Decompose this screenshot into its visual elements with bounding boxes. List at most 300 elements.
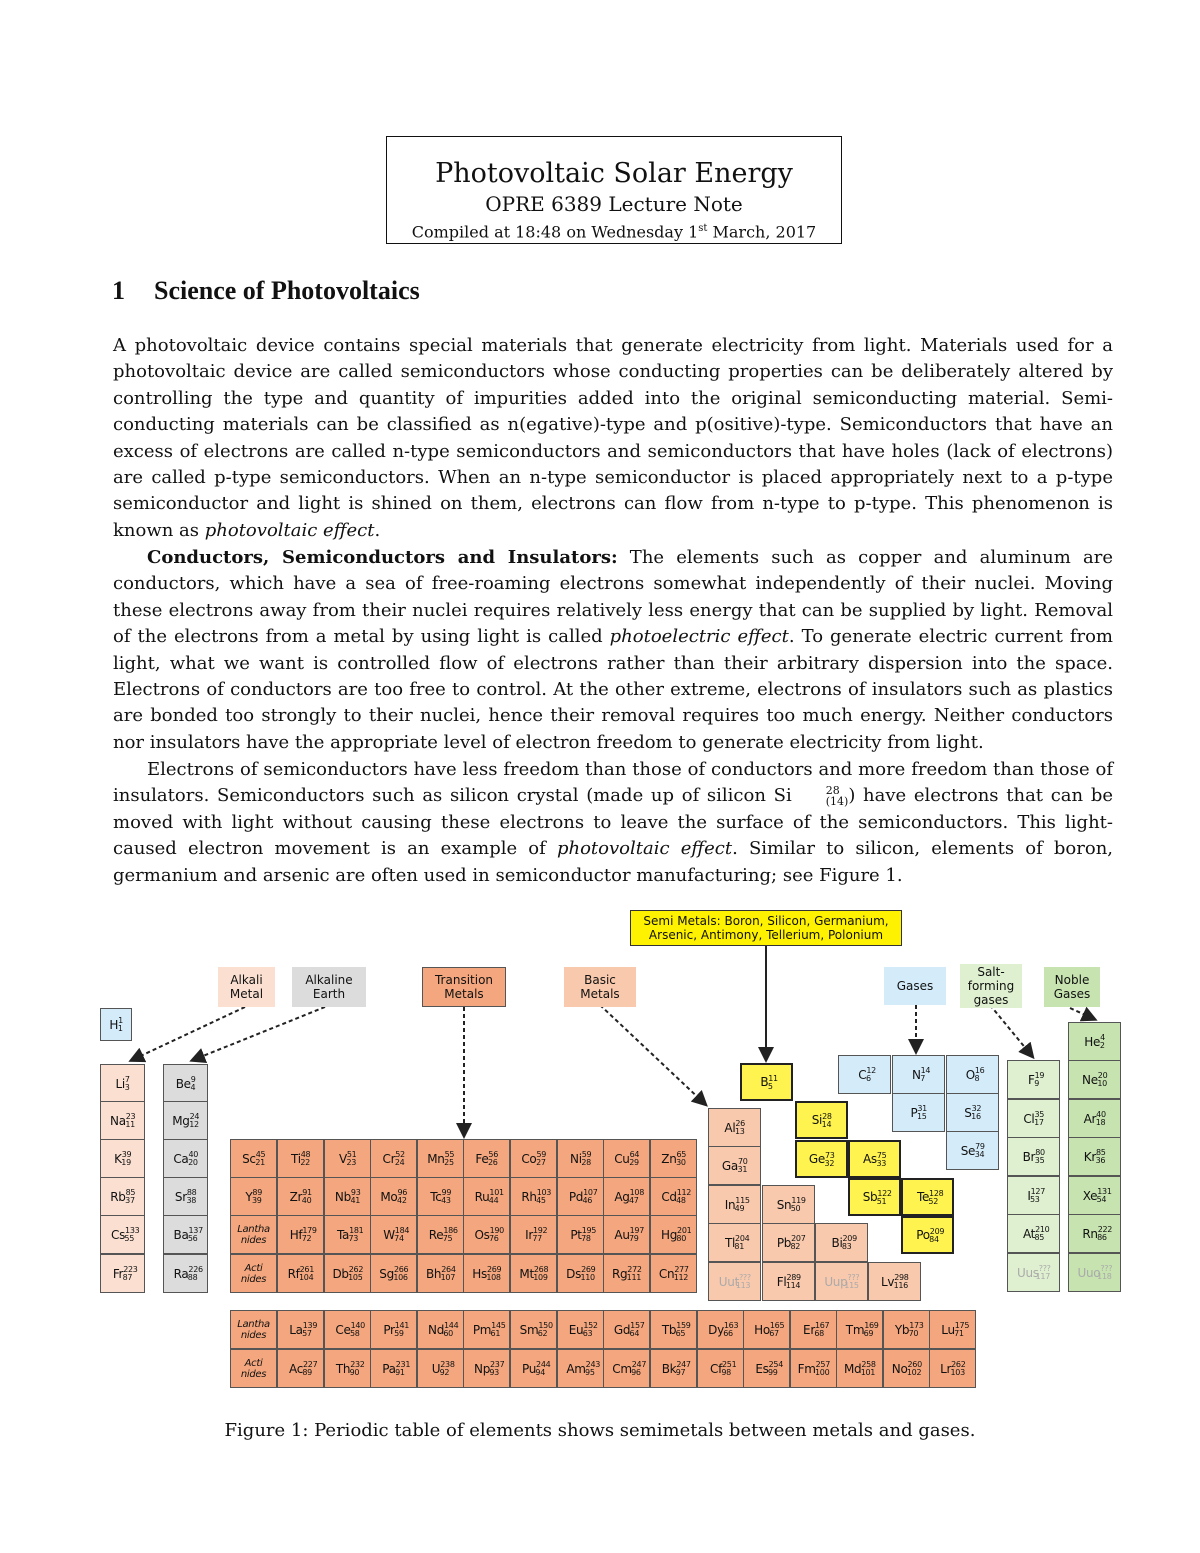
element-lu xyxy=(929,1310,976,1349)
element-lv xyxy=(868,1262,921,1301)
element-nd xyxy=(417,1310,464,1349)
element-symbol: Sb xyxy=(862,1190,878,1204)
element-mo xyxy=(370,1177,417,1216)
element-hf xyxy=(277,1215,324,1254)
element-mass: 91 xyxy=(302,1188,312,1197)
element-mass: 260 xyxy=(907,1360,922,1369)
element-atomic-number: 28 xyxy=(581,1158,591,1167)
element-b xyxy=(740,1063,793,1101)
element-symbol: Ca xyxy=(173,1151,189,1166)
element-mass: 195 xyxy=(581,1226,597,1235)
element-mass: ??? xyxy=(1038,1264,1051,1273)
element-ag xyxy=(603,1177,650,1216)
element-atomic-number: 33 xyxy=(876,1158,887,1168)
element-mass: 24 xyxy=(189,1112,200,1121)
element-symbol: Pr xyxy=(383,1322,395,1337)
element-mass: 141 xyxy=(394,1321,410,1330)
element-eu xyxy=(557,1310,604,1349)
element-symbol: Th xyxy=(335,1361,351,1376)
element-symbol: W xyxy=(383,1227,395,1242)
element-ce xyxy=(324,1310,371,1349)
element-atomic-number: 111 xyxy=(626,1273,642,1282)
element-atomic-number: 1 xyxy=(117,1024,123,1033)
label-gases: Gases xyxy=(884,967,946,1005)
element-mass: 20 xyxy=(1097,1071,1108,1080)
element-atomic-number: 105 xyxy=(348,1273,363,1282)
element-u xyxy=(417,1349,464,1388)
element-symbol: Mg xyxy=(172,1113,190,1128)
element-symbol: K xyxy=(114,1151,122,1166)
element-atomic-number: 14 xyxy=(821,1119,832,1129)
element-atomic-number: 97 xyxy=(675,1368,686,1377)
element-symbol: Rf xyxy=(287,1266,300,1281)
element-mass: 65 xyxy=(676,1150,687,1159)
element-atomic-number: 39 xyxy=(252,1196,262,1205)
element-mass: 173 xyxy=(909,1321,924,1330)
element-atomic-number: 64 xyxy=(629,1329,640,1338)
element-mass: 79 xyxy=(975,1142,985,1151)
element-symbol: Cr xyxy=(382,1151,396,1166)
element-symbol: Ni xyxy=(570,1151,582,1166)
element-pr xyxy=(370,1310,417,1349)
element-mass: 85 xyxy=(125,1188,136,1197)
arrow-salt xyxy=(990,1005,1032,1056)
element-symbol: At xyxy=(1022,1226,1036,1241)
element-symbol: In xyxy=(724,1197,736,1212)
element-symbol: Pb xyxy=(776,1235,792,1250)
element-atomic-number: 50 xyxy=(790,1204,801,1213)
element-as xyxy=(848,1140,901,1178)
element-mass: 247 xyxy=(676,1360,691,1369)
element-symbol: Yb xyxy=(894,1322,910,1337)
element-symbol: Cu xyxy=(614,1151,630,1166)
element-mass: ??? xyxy=(1100,1264,1113,1273)
element-fl xyxy=(762,1262,815,1301)
element-atomic-number: 62 xyxy=(537,1329,548,1338)
element-mass: 163 xyxy=(723,1321,739,1330)
element-mass: 112 xyxy=(676,1188,692,1197)
element-mass: 179 xyxy=(302,1226,317,1235)
element-mass: 9 xyxy=(190,1075,196,1084)
element-atomic-number: 43 xyxy=(441,1196,451,1205)
element-symbol: Pt xyxy=(570,1227,582,1242)
element-mass: 261 xyxy=(299,1265,314,1274)
element-symbol: Tl xyxy=(724,1235,736,1250)
element-atomic-number: 31 xyxy=(737,1165,748,1174)
element-mass: 150 xyxy=(538,1321,553,1330)
element-mass: 209 xyxy=(842,1234,857,1243)
element-k xyxy=(100,1139,145,1178)
element-tm xyxy=(836,1310,883,1349)
actinides-row-label: Acti nides xyxy=(230,1349,277,1388)
element-atomic-number: 109 xyxy=(533,1273,548,1282)
element-mg xyxy=(163,1101,208,1140)
element-mass: 197 xyxy=(629,1226,644,1235)
element-symbol: Rh xyxy=(521,1189,537,1204)
element-atomic-number: 84 xyxy=(929,1234,939,1244)
element-mass: 70 xyxy=(737,1157,748,1166)
element-symbol: Li xyxy=(115,1076,125,1091)
element-mass: 222 xyxy=(1097,1225,1113,1234)
element-zn xyxy=(650,1139,697,1178)
element-mass: 144 xyxy=(444,1321,459,1330)
element-mass: 73 xyxy=(824,1150,835,1160)
element-lr xyxy=(929,1349,976,1388)
element-symbol: Uup xyxy=(824,1274,848,1289)
element-mass: 75 xyxy=(876,1150,887,1160)
element-si xyxy=(795,1101,848,1139)
element-sm xyxy=(510,1310,557,1349)
element-atomic-number: 26 xyxy=(488,1158,498,1167)
element-mass: 45 xyxy=(255,1150,266,1159)
element-symbol: Fl xyxy=(776,1274,787,1289)
element-atomic-number: 23 xyxy=(346,1158,357,1167)
element-atomic-number: 8 xyxy=(974,1074,980,1083)
element-mass: 204 xyxy=(735,1234,750,1243)
element-uuo xyxy=(1068,1253,1121,1292)
element-symbol: Ga xyxy=(721,1158,738,1173)
element-hg xyxy=(650,1215,697,1254)
element-atomic-number: 38 xyxy=(186,1196,197,1205)
element-cu xyxy=(603,1139,650,1178)
element-kr xyxy=(1068,1137,1121,1176)
element-mass: 272 xyxy=(627,1265,642,1274)
element-symbol: N xyxy=(911,1067,921,1082)
element-mass: 231 xyxy=(395,1360,411,1369)
element-symbol: Rg xyxy=(611,1266,628,1281)
element-mass: 254 xyxy=(768,1360,783,1369)
element-atomic-number: 80 xyxy=(676,1234,686,1243)
element-mass: 48 xyxy=(300,1150,311,1159)
element-cs xyxy=(100,1215,145,1254)
paragraph-semiconductors: Electrons of semiconductors have less freedom than those of conductors and more freedom than those of insulators. Semiconductors such as silicon crystal (made up of silicon Si 28 (14) ) have electrons that can be moved with light without causing these electrons to leave the surface of the semiconductors. This light-caused electron movement is an example of photovoltaic effect. Similar to silicon, elements of boron, germanium and arsenic are often used in semiconductor manufacturing; see Figure 1. xyxy=(113,759,1114,886)
element-symbol: Np xyxy=(474,1361,491,1376)
element-mass: 247 xyxy=(631,1360,647,1369)
element-atomic-number: 18 xyxy=(1095,1118,1106,1127)
element-nb xyxy=(324,1177,371,1216)
element-ac xyxy=(277,1349,324,1388)
element-atomic-number: 41 xyxy=(350,1196,361,1205)
element-atomic-number: 76 xyxy=(488,1234,499,1243)
element-symbol: Xe xyxy=(1082,1188,1098,1203)
element-ho xyxy=(743,1310,790,1349)
element-atomic-number: 98 xyxy=(721,1368,731,1377)
element-symbol: Fm xyxy=(797,1361,816,1376)
element-symbol: I xyxy=(1027,1188,1031,1203)
element-dy xyxy=(697,1310,744,1349)
element-mass: 159 xyxy=(676,1321,691,1330)
element-symbol: Ru xyxy=(474,1189,490,1204)
element-mass: 169 xyxy=(864,1321,879,1330)
element-mass: 152 xyxy=(583,1321,598,1330)
element-symbol: Sr xyxy=(174,1189,187,1204)
element-mass: 127 xyxy=(1030,1187,1046,1196)
element-symbol: V xyxy=(338,1151,347,1166)
element-atomic-number: 22 xyxy=(300,1158,310,1167)
element-mass: 7 xyxy=(124,1075,130,1084)
element-mass: 251 xyxy=(722,1360,737,1369)
element-symbol: Eu xyxy=(568,1322,584,1337)
element-mass: 35 xyxy=(1034,1110,1045,1119)
element-mass: 133 xyxy=(125,1226,140,1235)
label-basic-metals: Basic Metals xyxy=(564,967,636,1007)
element-mass: 131 xyxy=(1097,1187,1112,1196)
element-md xyxy=(836,1349,883,1388)
element-mass: 55 xyxy=(444,1150,455,1159)
element-symbol: Tc xyxy=(430,1189,442,1204)
element-fr xyxy=(100,1254,145,1293)
element-atomic-number: 54 xyxy=(1096,1195,1107,1204)
element-cm xyxy=(603,1349,650,1388)
element-symbol: F xyxy=(1028,1072,1035,1087)
lanthanides-row-label: Lantha nides xyxy=(230,1310,277,1349)
element-mass: 101 xyxy=(489,1188,504,1197)
element-rg xyxy=(603,1254,650,1293)
element-mass: 26 xyxy=(735,1119,745,1128)
element-atomic-number: 11 xyxy=(125,1120,135,1129)
element-symbol: Na xyxy=(110,1113,126,1128)
element-atomic-number: 63 xyxy=(582,1329,593,1338)
element-po xyxy=(901,1216,954,1254)
element-symbol: U xyxy=(431,1361,441,1376)
element-os xyxy=(463,1215,510,1254)
element-ni xyxy=(557,1139,604,1178)
element-mn xyxy=(417,1139,464,1178)
element-atomic-number: 12 xyxy=(189,1120,199,1129)
element-symbol: Hf xyxy=(289,1227,303,1242)
element-mass: 115 xyxy=(735,1196,750,1205)
element-atomic-number: 10 xyxy=(1097,1079,1107,1088)
element-atomic-number: 67 xyxy=(769,1329,779,1338)
element-hs xyxy=(463,1254,510,1293)
element-symbol: Lu xyxy=(941,1322,955,1337)
element-mt xyxy=(510,1254,557,1293)
label-alkali-metal: Alkali Metal xyxy=(218,967,275,1007)
element-ne xyxy=(1068,1060,1121,1099)
element-sn xyxy=(762,1185,815,1224)
element-atomic-number: 42 xyxy=(397,1196,407,1205)
element-atomic-number: 57 xyxy=(302,1329,312,1338)
element-atomic-number: 75 xyxy=(442,1234,453,1243)
element-no xyxy=(883,1349,930,1388)
element-atomic-number: 55 xyxy=(124,1234,134,1243)
element-er xyxy=(790,1310,837,1349)
element-symbol: Gd xyxy=(613,1322,631,1337)
element-atomic-number: 116 xyxy=(893,1281,908,1290)
element-pm xyxy=(463,1310,510,1349)
element-symbol: Re xyxy=(428,1227,444,1242)
element-atomic-number: 101 xyxy=(860,1368,876,1377)
element-symbol: Cd xyxy=(661,1189,677,1204)
element-symbol: Al xyxy=(724,1120,736,1135)
element-symbol: Sc xyxy=(242,1151,256,1166)
element-symbol: Pa xyxy=(382,1361,396,1376)
element-mass: 32 xyxy=(971,1104,982,1113)
element-symbol: Ar xyxy=(1083,1111,1097,1126)
element-yb xyxy=(883,1310,930,1349)
element-rn xyxy=(1068,1214,1121,1253)
element-atomic-number: 78 xyxy=(581,1234,591,1243)
element-symbol: He xyxy=(1084,1034,1101,1049)
element-db xyxy=(324,1254,371,1293)
element-atomic-number: 79 xyxy=(629,1234,639,1243)
element-cr xyxy=(370,1139,417,1178)
element-zr xyxy=(277,1177,324,1216)
element-atomic-number: 87 xyxy=(122,1273,133,1282)
arrow-alkali xyxy=(132,1007,245,1060)
element-rh xyxy=(510,1177,557,1216)
element-mass: 88 xyxy=(186,1188,197,1197)
element-al xyxy=(708,1108,761,1147)
element-atomic-number: 68 xyxy=(814,1329,824,1338)
element-s xyxy=(946,1093,999,1132)
element-c xyxy=(838,1055,891,1094)
element-pd xyxy=(557,1177,604,1216)
element-symbol: Uuo xyxy=(1077,1265,1101,1280)
element-symbol: Tm xyxy=(845,1322,865,1337)
element-atomic-number: 7 xyxy=(920,1074,926,1083)
paragraph-intro: A photovoltaic device contains special materials that generate electricity from light. Materials used for a photovoltaic device are called semiconductors whose conducting properties can be deliberately altered by controlling the type and quantity of impurities added into the original semiconducting material. Semi-conducting materials can be classified as n(egative)-type and p(ositive)-type. Semiconductors that have an excess of electrons are called n-type semiconductors and semiconductors that have holes (lack of electrons) are called p-type semiconductors. When an n-type semiconductor is placed appropriately next to a p-type semiconductor and light is shined on them, electrons can flow from n-type to p-type. This phenomenon is known as photovoltaic effect. xyxy=(113,335,1113,541)
element-mass: 167 xyxy=(814,1321,830,1330)
element-o xyxy=(946,1055,999,1094)
element-symbol: Mn xyxy=(427,1151,445,1166)
element-mass: 12 xyxy=(866,1066,876,1075)
element-symbol: C xyxy=(858,1067,867,1082)
element-ca xyxy=(163,1139,208,1178)
element-sb xyxy=(848,1178,901,1216)
element-mass: ??? xyxy=(847,1273,860,1282)
element-symbol: Pu xyxy=(522,1361,537,1376)
element-symbol: Md xyxy=(843,1361,862,1376)
element-atomic-number: 81 xyxy=(734,1242,745,1251)
element-mass: 289 xyxy=(786,1273,801,1282)
element-atomic-number: 65 xyxy=(675,1329,686,1338)
element-ds xyxy=(557,1254,604,1293)
element-mass: 190 xyxy=(489,1226,504,1235)
element-symbol: Ba xyxy=(173,1227,189,1242)
element-atomic-number: 17 xyxy=(1034,1118,1044,1127)
element-atomic-number: 82 xyxy=(790,1242,801,1251)
element-rf xyxy=(277,1254,324,1293)
element-mass: 64 xyxy=(629,1150,640,1159)
section-title: Science of Photovoltaics xyxy=(154,276,420,305)
element-ra xyxy=(163,1254,208,1293)
element-in xyxy=(708,1185,761,1224)
element-symbol: Ho xyxy=(754,1322,770,1337)
element-atomic-number: 102 xyxy=(906,1368,922,1377)
element-symbol: Uus xyxy=(1017,1265,1039,1280)
element-symbol: Hg xyxy=(660,1227,678,1242)
element-atomic-number: 113 xyxy=(735,1281,751,1290)
element-pb xyxy=(762,1223,815,1262)
element-atomic-number: 13 xyxy=(734,1127,745,1136)
element-symbol: Hs xyxy=(472,1266,487,1281)
element-symbol: Fr xyxy=(112,1266,124,1281)
element-symbol: No xyxy=(891,1361,908,1376)
element-mass: 262 xyxy=(348,1265,364,1274)
element-symbol: Ac xyxy=(289,1361,304,1376)
element-atomic-number: 27 xyxy=(536,1158,546,1167)
element-i xyxy=(1007,1176,1060,1215)
element-n xyxy=(892,1055,945,1094)
element-symbol: La xyxy=(289,1322,303,1337)
element-cl xyxy=(1007,1099,1060,1138)
element-mass: 128 xyxy=(929,1188,944,1198)
arrow-basic xyxy=(600,1005,705,1104)
element-mass: 227 xyxy=(303,1360,318,1369)
element-atomic-number: 108 xyxy=(486,1273,501,1282)
element-atomic-number: 93 xyxy=(489,1368,499,1377)
element-mass: 165 xyxy=(769,1321,785,1330)
element-symbol: Te xyxy=(916,1190,930,1204)
element-mass: 14 xyxy=(920,1066,931,1075)
element-ti xyxy=(277,1139,324,1178)
element-mass: 4 xyxy=(1100,1033,1105,1042)
element-atomic-number: 16 xyxy=(971,1112,981,1121)
element-atomic-number: 24 xyxy=(394,1158,405,1167)
element-atomic-number: 9 xyxy=(1034,1079,1039,1088)
element-atomic-number: 88 xyxy=(187,1273,198,1282)
element-ir xyxy=(510,1215,557,1254)
element-atomic-number: 60 xyxy=(443,1329,453,1338)
element-atomic-number: 3 xyxy=(124,1083,130,1092)
element-atomic-number: 103 xyxy=(950,1368,965,1377)
element-symbol: Ge xyxy=(808,1152,825,1166)
element-symbol: Uut xyxy=(718,1274,739,1289)
element-atomic-number: 40 xyxy=(301,1196,312,1205)
label-salt-forming-gases: Salt-forming gases xyxy=(960,964,1022,1008)
element-atomic-number: 35 xyxy=(1034,1156,1045,1165)
element-li xyxy=(100,1064,145,1103)
element-mass: 122 xyxy=(877,1188,892,1198)
element-atomic-number: 70 xyxy=(908,1329,919,1338)
element-atomic-number: 104 xyxy=(298,1273,314,1282)
element-atomic-number: 94 xyxy=(535,1368,545,1377)
element-atomic-number: 49 xyxy=(734,1204,745,1213)
element-symbol: S xyxy=(964,1105,972,1120)
element-atomic-number: 85 xyxy=(1034,1233,1045,1242)
element-ge xyxy=(795,1140,848,1178)
element-mass: 28 xyxy=(822,1111,832,1121)
element-mass: 108 xyxy=(629,1188,644,1197)
element-mass: 56 xyxy=(488,1150,499,1159)
element-mass: 85 xyxy=(1096,1148,1106,1157)
element-symbol: Ce xyxy=(335,1322,351,1337)
element-cd xyxy=(650,1177,697,1216)
element-mass: 40 xyxy=(188,1150,199,1159)
course-subtitle: OPRE 6389 Lecture Note xyxy=(485,192,743,216)
element-br xyxy=(1007,1137,1060,1176)
element-symbol: Ds xyxy=(566,1266,582,1281)
element-atomic-number: 2 xyxy=(1099,1041,1105,1050)
element-atomic-number: 5 xyxy=(767,1081,773,1091)
arrow-noble xyxy=(1070,1008,1094,1019)
element-uut xyxy=(708,1262,761,1301)
element-atomic-number: 34 xyxy=(974,1150,985,1159)
element-mass: 119 xyxy=(791,1196,806,1205)
element-mass: 186 xyxy=(443,1226,458,1235)
element-symbol: Po xyxy=(916,1228,930,1242)
element-atomic-number: 21 xyxy=(255,1158,265,1167)
element-atomic-number: 91 xyxy=(395,1368,405,1377)
element-symbol: Zn xyxy=(661,1151,677,1166)
element-symbol: P xyxy=(910,1105,918,1120)
element-mass: 140 xyxy=(350,1321,365,1330)
element-symbol: Sm xyxy=(519,1322,539,1337)
element-symbol: Se xyxy=(960,1143,976,1158)
element-sc xyxy=(230,1139,277,1178)
element-atomic-number: 118 xyxy=(1097,1272,1112,1281)
